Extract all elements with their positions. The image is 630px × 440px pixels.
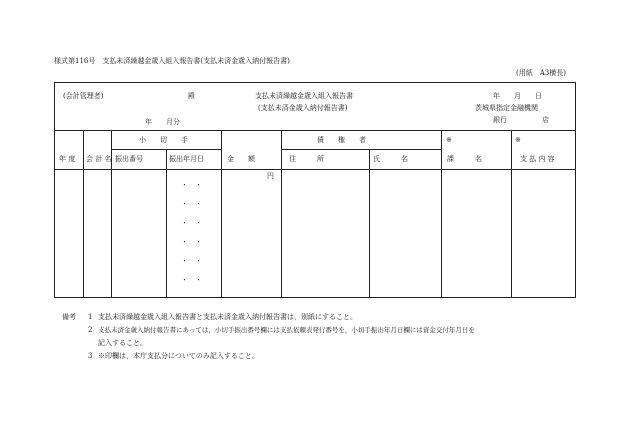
accountant-label: (会計管理者) [63, 92, 104, 100]
fiscal-period: 年 月分 [145, 118, 180, 126]
col-header-payment: 支 払 内 容 [520, 155, 555, 163]
col-divider [441, 130, 442, 297]
col-divider [281, 130, 282, 297]
note-number: 1 [88, 313, 93, 321]
date-placeholder: ・ ・ [181, 257, 202, 265]
date-placeholder: ・ ・ [181, 200, 202, 208]
report-title-alt: (支払未済金歳入納付報告書) [258, 104, 348, 112]
col-header-amount: 金 額 [227, 155, 255, 163]
bank-branch: 銀行 店 [493, 116, 549, 124]
note-number: 3 [88, 352, 93, 360]
date-placeholder: ・ ・ [181, 219, 202, 227]
honorific: 殿 [188, 92, 195, 100]
note-text-continued: 記入すること。 [98, 339, 147, 347]
mark-column-2: ※ [515, 136, 521, 144]
column-header-divider [55, 169, 575, 170]
col-header-address: 住 所 [289, 155, 324, 163]
creditor-group-header: 債 権 者 [317, 136, 366, 144]
note-text: ※印欄は，本庁支払分についてのみ記入すること。 [98, 352, 259, 360]
report-date: 年 月 日 [493, 92, 542, 100]
paper-size: (用紙 A3横長) [516, 69, 566, 77]
col-divider [511, 130, 512, 297]
col-header-check-date: 振出年月日 [169, 155, 204, 163]
col-divider [221, 130, 222, 297]
col-divider [166, 149, 167, 297]
date-placeholder: ・ ・ [181, 238, 202, 246]
date-placeholder: ・ ・ [181, 276, 202, 284]
note-text: 支払未済金歳入納付報告書にあっては，小切手振出番号欄には支払依頼表発行番号を，小切手振出年月日欄には資金交付年月日を [98, 326, 475, 334]
bank-name: 茨城県指定金融機関 [475, 104, 538, 112]
col-divider [83, 130, 84, 297]
mark-column-1: ※ [446, 136, 452, 144]
header-divider [55, 130, 575, 131]
report-form [54, 82, 576, 298]
notes-label: 備考 [62, 313, 76, 321]
col-header-check-number: 振出番号 [115, 155, 143, 163]
creditor-group-divider [281, 149, 441, 150]
col-header-name: 氏 名 [373, 155, 408, 163]
check-group-header: 小 切 手 [139, 136, 188, 144]
col-header-section: 課 名 [447, 155, 482, 163]
date-placeholder: ・ ・ [181, 181, 202, 189]
form-number: 様式第116号 支払未済繰越金歳入組入報告書(支払未済金歳入納付報告書) [54, 57, 290, 65]
report-title: 支払未済繰越金歳入組入報告書 [255, 92, 353, 100]
note-text: 支払未済繰越金歳入組入報告書と支払未済金歳入納付報告書は，別紙にすること。 [98, 313, 357, 321]
col-divider [369, 149, 370, 297]
currency-unit: 円 [267, 172, 274, 180]
note-number: 2 [88, 326, 93, 334]
col-header-year: 年 度 [59, 155, 76, 163]
col-header-account: 会 計 名 [86, 155, 112, 163]
